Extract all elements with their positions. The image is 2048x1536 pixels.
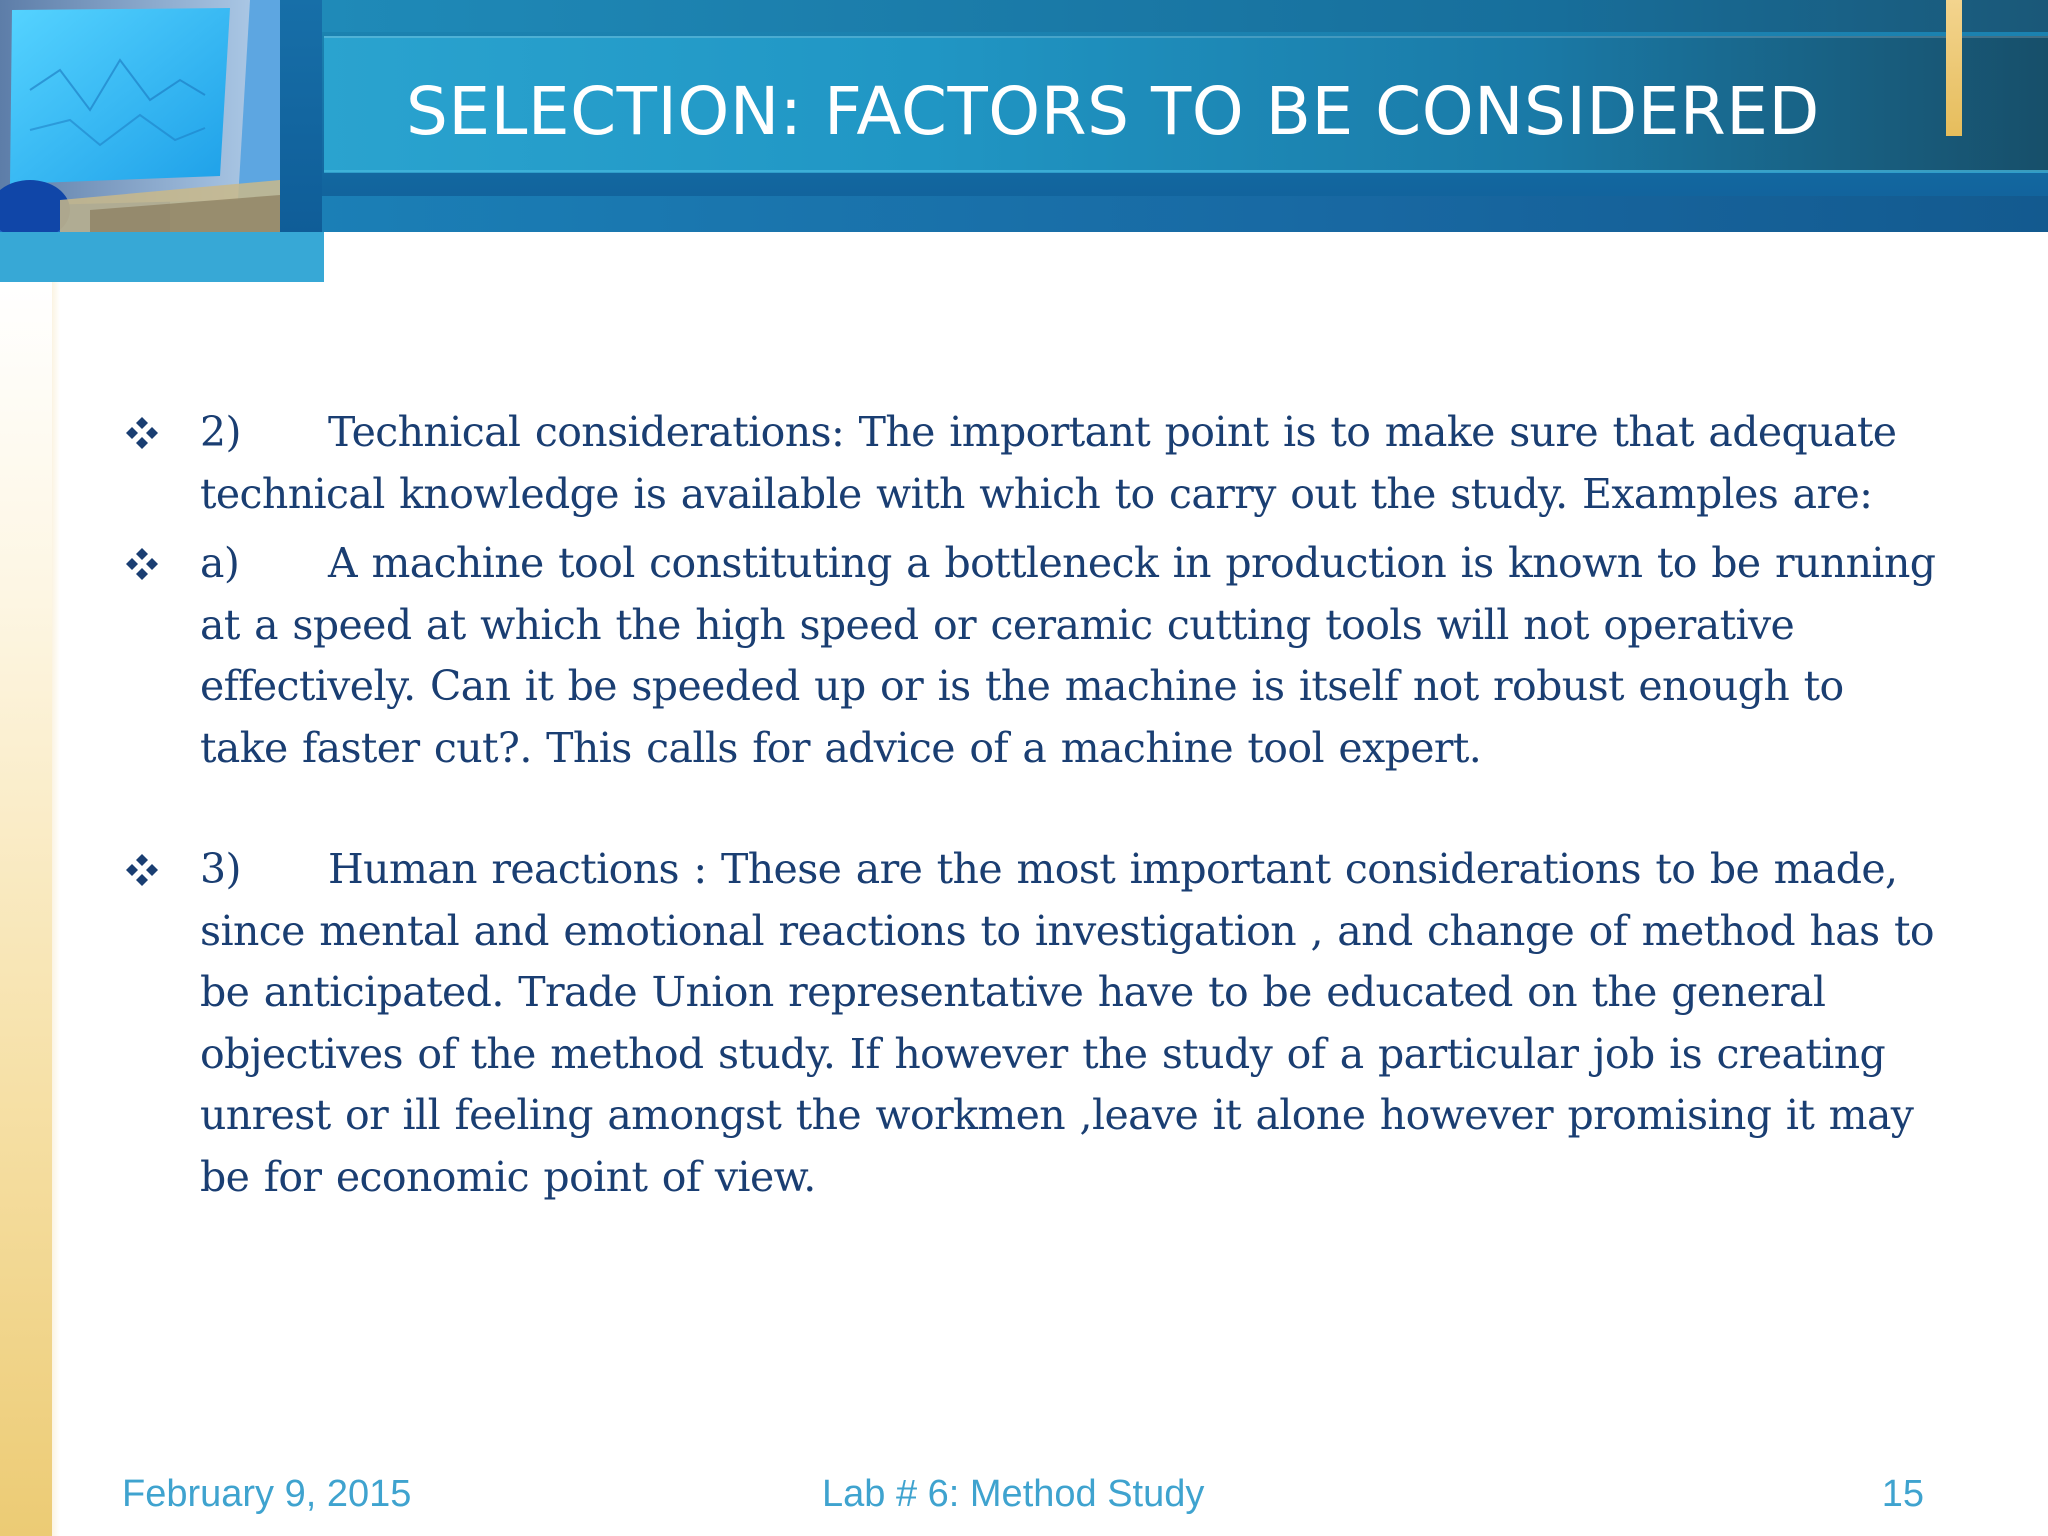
bullet-item-example-a [120, 533, 1940, 779]
bullet-number: 2) [200, 408, 241, 456]
header-top-stripe [322, 0, 2048, 32]
computer-monitor-image [0, 0, 280, 232]
diamond-bullet-icon [124, 415, 160, 451]
gold-accent-bar [1946, 0, 1962, 136]
left-gold-strip [0, 282, 52, 1536]
bullet-text: Human reactions : These are the most important considerations to be made, since mental and emotional reactions to investigation , and change of method has to be anticipated. Trade Union representative have to be educated on the general objectives of the method study. If however the study of a particular job is creating unrest or ill feeling amongst the workmen ,leave it alone however promising it may be for economic point of view. [200, 845, 1934, 1201]
footer-date: February 9, 2015 [122, 1473, 412, 1515]
slide-title: SELECTION: FACTORS TO BE CONSIDERED [406, 73, 1820, 150]
bullet-item-technical [120, 402, 1940, 525]
slide-number: 15 [1881, 1473, 1924, 1515]
computer-monitor-icon [0, 0, 280, 232]
bullet-text: Technical considerations: The important point is to make sure that adequate technical knowledge is available with which to carry out the study. Examples are: [200, 408, 1897, 518]
bullet-number: 3) [200, 845, 241, 893]
bullet-text: A machine tool constituting a bottleneck in production is known to be running at a speed at which the high speed or ceramic cutting tools will not operative effectively. Can it be speeded up or is the machine is itself not robust enough to take faster cut?. This calls for advice of a machine tool expert. [200, 539, 1936, 772]
header-bottom-stripe [322, 196, 2048, 232]
bullet-list [120, 402, 1940, 1216]
bullet-item-human-reactions [120, 839, 1940, 1208]
bullet-number: a) [200, 539, 240, 587]
footer-lab-title: Lab # 6: Method Study [822, 1473, 1205, 1515]
cyan-corner-tab [0, 232, 324, 282]
title-bar-underline [324, 170, 2048, 173]
diamond-bullet-icon [124, 546, 160, 582]
header-image-divider [280, 0, 322, 232]
diamond-bullet-icon [124, 852, 160, 888]
left-strip-shadow [52, 282, 60, 1536]
